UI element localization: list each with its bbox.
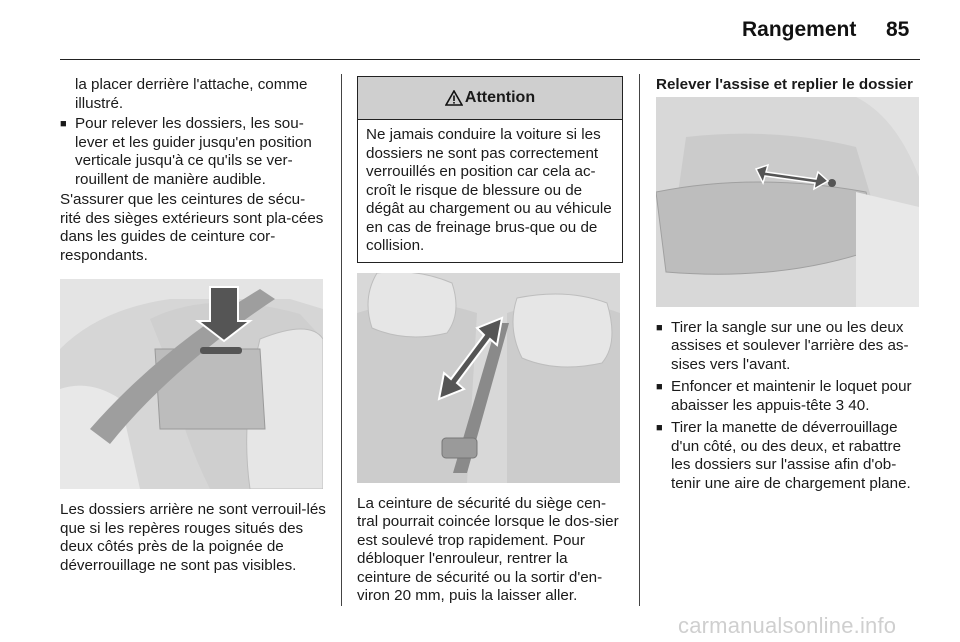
figure-seatbelt-guide <box>60 279 323 489</box>
bullet-item <box>656 419 922 493</box>
figure-seat-cushion <box>656 97 919 307</box>
paragraph: Les dossiers arrière ne sont verrouil-lés que si les repères rouges situés des deux côtés près de la poignée de déverrouillage ne sont pas visibles. <box>60 501 326 574</box>
seatbelt-guide-illustration <box>60 279 323 489</box>
subheading: Relever l'assise et replier le dossier <box>656 76 913 93</box>
page-reference: 40. <box>844 396 870 414</box>
bullet-marker: ■ <box>60 118 67 130</box>
bullet-text: Pour relever les dossiers, les sou-lever et les guider jusqu'en position verticale jusqu'à ce qu'ils se ver-rouillent de manière audible. <box>75 115 312 188</box>
bullet-item <box>656 378 922 415</box>
bullet-item <box>656 319 922 375</box>
intro-continuation: la placer derrière l'attache, comme illustré. <box>75 76 308 112</box>
bullet-text: Enfoncer et maintenir le loquet pour abaisser les appuis-tête <box>671 378 912 414</box>
column-1 <box>60 76 326 575</box>
bullet-marker: ■ <box>656 321 663 334</box>
paragraph: La ceinture de sécurité du siège cen-tral pourrait coincée lorsque le dos-sier est soulevé trop rapidement. Pour débloquer l'enrouleur, rentrer la ceinture de sécurité ou la sortir d'en-viron 20 mm, puis la laisser aller. <box>357 494 619 604</box>
column-2 <box>357 76 623 606</box>
attention-body: Ne jamais conduire la voiture si les dossiers ne sont pas correctement verrouillés en position car cela ac-croît le risque de blessure ou de dégât au chargement ou au véhicule en cas de freinage brus-que ou de collision. <box>366 126 612 254</box>
bullet-item <box>60 115 326 189</box>
page-reference-symbol: 3 <box>835 396 845 414</box>
watermark: carmanualsonline.info <box>678 613 897 638</box>
bullet-marker: ■ <box>656 422 663 434</box>
paragraph: S'assurer que les ceintures de sécu-rité des sièges extérieurs sont pla-cées dans les guides de ceinture cor-respondants. <box>60 191 324 264</box>
column-separator-2 <box>639 74 640 606</box>
seat-cushion-illustration <box>656 97 919 307</box>
center-belt-illustration <box>357 273 620 483</box>
attention-title: Attention <box>464 88 536 106</box>
attention-box <box>357 76 623 263</box>
bullet-text: Tirer la sangle sur une ou les deux assises et soulever l'arrière des as-sises vers l'avant. <box>671 318 909 373</box>
attention-header <box>358 77 622 120</box>
column-separator-1 <box>341 74 342 606</box>
warning-icon <box>445 90 463 106</box>
bullet-marker: ■ <box>656 381 663 393</box>
page-number: 85 <box>886 18 910 41</box>
figure-center-belt <box>357 273 620 483</box>
header-title: Rangement <box>742 18 857 41</box>
header-rule <box>60 59 920 60</box>
column-3 <box>656 76 922 493</box>
bullet-text: Tirer la manette de déverrouillage d'un côté, ou des deux, et rabattre les dossiers sur l'assise afin d'ob-tenir une aire de chargement plane. <box>671 419 911 492</box>
